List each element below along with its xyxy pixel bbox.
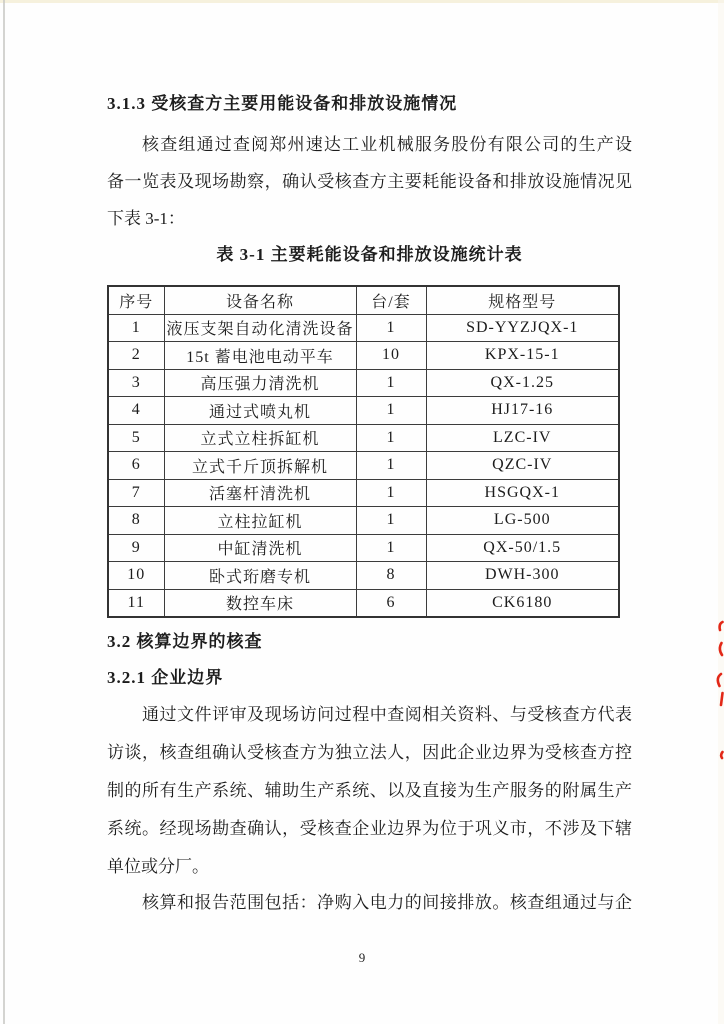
table-cell: 6 (356, 589, 426, 617)
table-row (108, 452, 619, 480)
table-cell: HJ17-16 (426, 397, 619, 425)
table-cell: 5 (108, 424, 164, 452)
table-cell: 立式千斤顶拆解机 (164, 452, 356, 480)
table-cell: 7 (108, 479, 164, 507)
text-line: 系统。经现场勘查确认，受核查企业边界为位于巩义市，不涉及下辖 (107, 819, 632, 838)
table-cell: 4 (108, 397, 164, 425)
table-cell: QX-50/1.5 (426, 534, 619, 562)
table-cell: 数控车床 (164, 589, 356, 617)
text-line: 备一览表及现场勘察，确认受核查方主要耗能设备和排放设施情况见 (107, 172, 632, 191)
table-row (108, 589, 619, 617)
table-row (108, 424, 619, 452)
table-cell: 活塞杆清洗机 (164, 479, 356, 507)
table-cell: 2 (108, 342, 164, 370)
col-header-model: 规格型号 (426, 286, 619, 314)
table-cell: 1 (356, 424, 426, 452)
table-cell: 10 (356, 342, 426, 370)
text-line: 单位或分厂。 (107, 857, 209, 876)
table-cell: LZC-IV (426, 424, 619, 452)
red-ink-marks (712, 616, 724, 764)
table-cell: 1 (356, 314, 426, 342)
table-row (108, 314, 619, 342)
table-cell: 6 (108, 452, 164, 480)
table-cell: 3 (108, 369, 164, 397)
paragraph-equipment-intro (107, 126, 632, 237)
table-cell: QZC-IV (426, 452, 619, 480)
equipment-table (107, 285, 620, 618)
table-row (108, 507, 619, 535)
section-heading-3-2-1: 3.2.1 企业边界 (107, 668, 224, 687)
table-row (108, 479, 619, 507)
page-number: 9 (358, 950, 366, 965)
table-cell: 卧式珩磨专机 (164, 562, 356, 590)
table-cell: SD-YYZJQX-1 (426, 314, 619, 342)
table-cell: 高压强力清洗机 (164, 369, 356, 397)
section-heading-3-2: 3.2 核算边界的核查 (107, 632, 263, 651)
section-heading-3-1-3: 3.1.3 受核查方主要用能设备和排放设施情况 (107, 94, 458, 113)
paragraph-reporting-scope (107, 884, 632, 922)
text-line: 核查组通过查阅郑州速达工业机械服务股份有限公司的生产设 (142, 135, 632, 154)
text-line: 通过文件评审及现场访问过程中查阅相关资料、与受核查方代表 (142, 705, 632, 724)
table-row (108, 534, 619, 562)
table-cell: QX-1.25 (426, 369, 619, 397)
text-line: 核算和报告范围包括：净购入电力的间接排放。核查组通过与企 (142, 893, 632, 912)
text-line: 访谈，核查组确认受核查方为独立法人，因此企业边界为受核查方控 (107, 743, 632, 762)
equipment-table-body (108, 314, 619, 617)
paragraph-enterprise-boundary (107, 696, 632, 886)
table-cell: 8 (108, 507, 164, 535)
table-cell: 1 (356, 452, 426, 480)
table-header-row (108, 286, 619, 314)
table-cell: 15t 蓄电池电动平车 (164, 342, 356, 370)
table-row (108, 562, 619, 590)
table-cell: 通过式喷丸机 (164, 397, 356, 425)
col-header-quantity: 台/套 (356, 286, 426, 314)
table-cell: 9 (108, 534, 164, 562)
table-cell: 1 (356, 479, 426, 507)
table-row (108, 369, 619, 397)
col-header-device-name: 设备名称 (164, 286, 356, 314)
table-cell: CK6180 (426, 589, 619, 617)
table-cell: 1 (356, 534, 426, 562)
table-cell: 1 (356, 507, 426, 535)
table-cell: 1 (108, 314, 164, 342)
scan-edge-left (3, 0, 5, 1024)
scan-edge-top (0, 0, 724, 3)
table-row (108, 342, 619, 370)
table-cell: 液压支架自动化清洗设备 (164, 314, 356, 342)
col-header-index: 序号 (108, 286, 164, 314)
text-line: 制的所有生产系统、辅助生产系统、以及直接为生产服务的附属生产 (107, 781, 632, 800)
table-row (108, 397, 619, 425)
table-cell: 立式立柱拆缸机 (164, 424, 356, 452)
table-cell: 中缸清洗机 (164, 534, 356, 562)
table-3-1-title: 表 3-1 主要耗能设备和排放设施统计表 (216, 245, 523, 264)
table-cell: 8 (356, 562, 426, 590)
table-cell: 10 (108, 562, 164, 590)
table-cell: KPX-15-1 (426, 342, 619, 370)
table-cell: HSGQX-1 (426, 479, 619, 507)
text-line: 下表 3-1： (107, 209, 185, 228)
table-cell: LG-500 (426, 507, 619, 535)
table-cell: 1 (356, 397, 426, 425)
scan-edge-right (718, 0, 724, 1024)
table-cell: DWH-300 (426, 562, 619, 590)
table-cell: 11 (108, 589, 164, 617)
table-cell: 立柱拉缸机 (164, 507, 356, 535)
table-cell: 1 (356, 369, 426, 397)
